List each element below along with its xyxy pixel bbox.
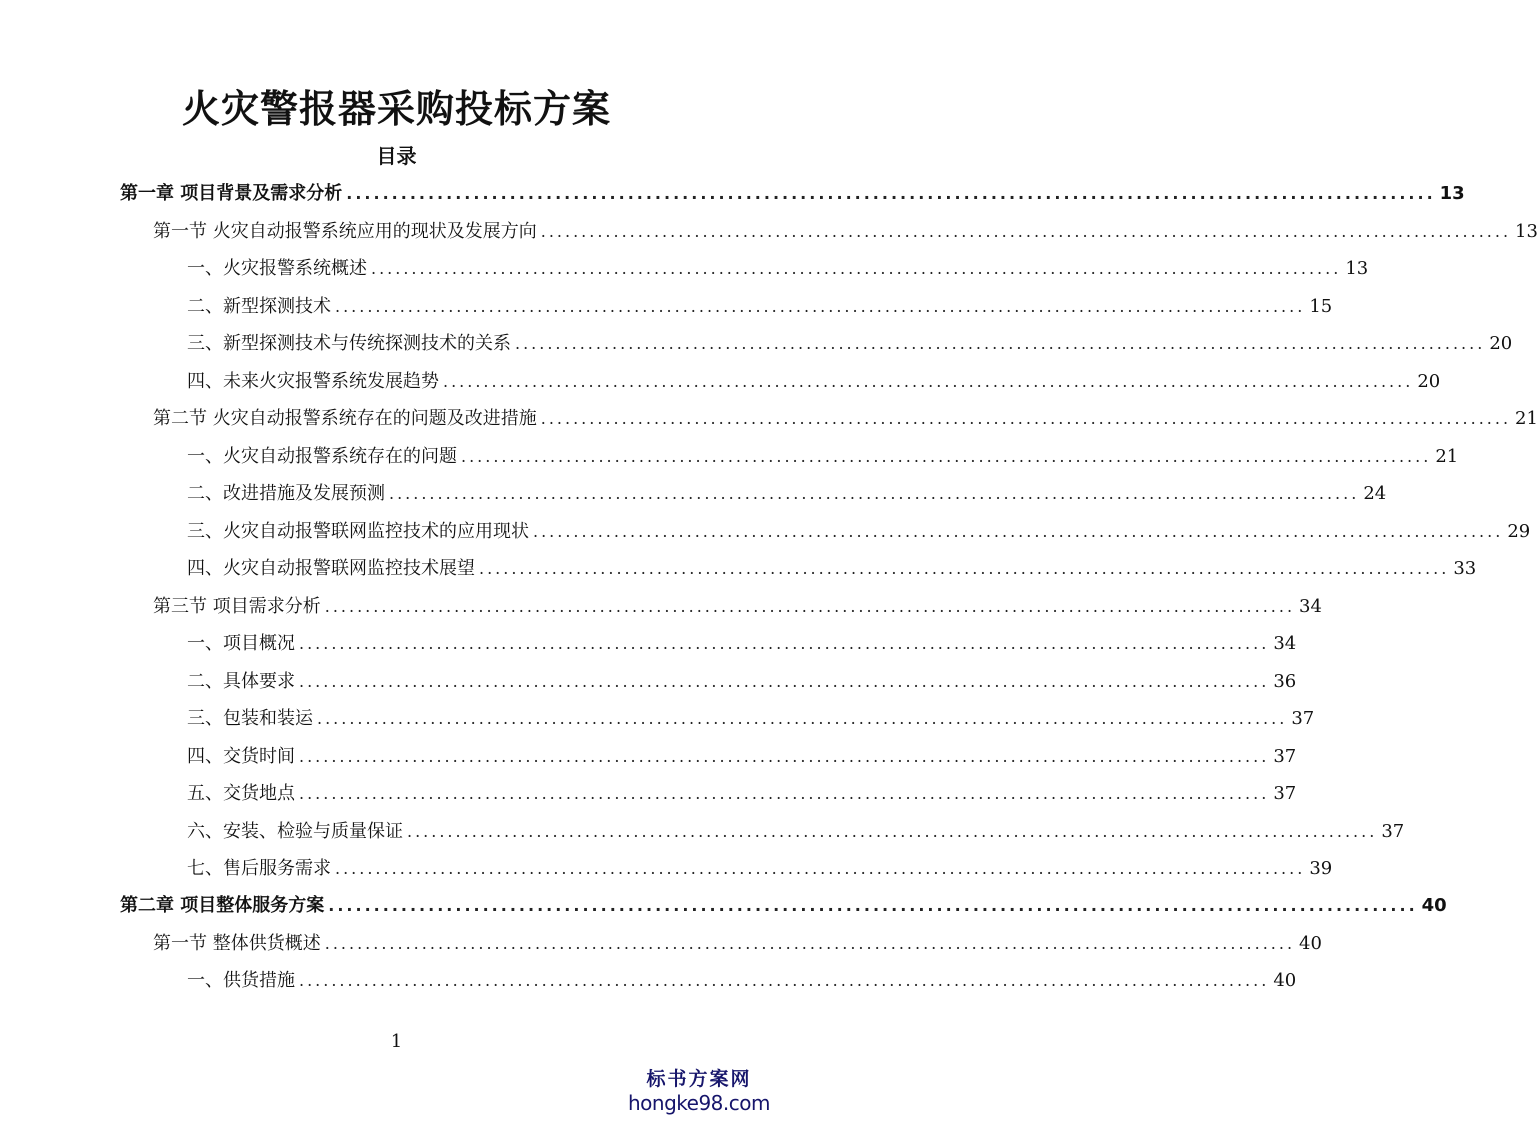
toc-entry[interactable] [153,214,1538,244]
toc-entry-label: 三、包装和装运 [187,708,313,729]
toc-leader-dots: ........................................................................................................................ [335,859,1306,878]
toc-entry-label: 一、火灾报警系统概述 [187,258,367,279]
toc-entry-page: 15 [1309,296,1333,317]
page-number: 1 [390,1031,403,1052]
toc-entry[interactable] [187,476,1387,506]
toc-entry[interactable] [187,814,1405,844]
toc-entry[interactable] [187,963,1297,993]
toc-leader-dots: ........................................................................................................................ [371,259,1342,278]
toc-entry-label: 四、交货时间 [187,746,295,767]
toc-entry-page: 13 [1515,221,1538,242]
toc-entry-label: 三、新型探测技术与传统探测技术的关系 [187,333,511,354]
toc-entry[interactable] [187,326,1513,356]
toc-entry[interactable] [187,514,1531,544]
toc-entry-page: 21 [1515,408,1538,429]
toc-entry[interactable] [120,176,1465,206]
toc-entry-label: 四、火灾自动报警联网监控技术展望 [187,558,475,579]
toc-entry-page: 13 [1439,183,1465,204]
toc-entry-label: 一、项目概况 [187,633,295,654]
toc-entry[interactable] [187,289,1333,319]
toc-entry[interactable] [187,364,1441,394]
toc-entry[interactable] [187,251,1369,281]
toc-entry-label: 五、交货地点 [187,783,295,804]
toc-entry-page: 37 [1273,746,1297,767]
toc-leader-dots: ........................................................................................................................ [324,597,1296,616]
toc-entry-label: 三、火灾自动报警联网监控技术的应用现状 [187,521,529,542]
toc-entry-label: 第一节 火灾自动报警系统应用的现状及发展方向 [153,221,537,242]
toc-entry-label: 二、新型探测技术 [187,296,331,317]
toc-entry-page: 39 [1309,858,1333,879]
toc-entry[interactable] [153,926,1322,956]
toc-entry-label: 一、供货措施 [187,970,295,991]
toc-entry[interactable] [187,776,1297,806]
toc-entry[interactable] [187,851,1333,881]
toc-entry-label: 七、售后服务需求 [187,858,331,879]
toc-entry[interactable] [187,664,1297,694]
watermark-name: 标书方案网 [646,1068,752,1090]
toc-entry-label: 第二章 项目整体服务方案 [120,895,325,916]
toc-leader-dots: ........................................................................................................................ [346,184,1436,203]
toc-entry[interactable] [187,626,1297,656]
toc-entry-page: 40 [1299,933,1322,954]
toc-leader-dots: ........................................................................................................................ [533,522,1504,541]
toc-entry-page: 40 [1273,970,1297,991]
toc-leader-dots: ........................................................................................................................ [443,372,1414,391]
toc-leader-dots: ........................................................................................................................ [479,559,1450,578]
toc-leader-dots: ........................................................................................................................ [299,634,1270,653]
toc-leader-dots: ........................................................................................................................ [324,934,1296,953]
toc-entry[interactable] [153,589,1322,619]
toc-leader-dots: ........................................................................................................................ [299,672,1270,691]
toc-leader-dots: ........................................................................................................................ [299,784,1270,803]
toc-entry-page: 20 [1417,371,1441,392]
toc-entry-page: 33 [1453,558,1477,579]
toc-entry-page: 37 [1291,708,1315,729]
toc-entry-page: 34 [1273,633,1297,654]
toc-leader-dots: ........................................................................................................................ [540,409,1512,428]
toc-leader-dots: ........................................................................................................................ [407,822,1378,841]
watermark-url: hongke98.com [628,1091,770,1115]
toc-entry[interactable] [153,401,1538,431]
toc-entry[interactable] [187,551,1477,581]
toc-entry-page: 13 [1345,258,1369,279]
toc-entry[interactable] [120,888,1447,918]
toc-leader-dots: ........................................................................................................................ [335,297,1306,316]
toc-entry-label: 第三节 项目需求分析 [153,596,321,617]
toc-entry[interactable] [187,439,1459,469]
toc-entry-page: 40 [1421,895,1447,916]
toc-entry-page: 20 [1489,333,1513,354]
toc-leader-dots: ........................................................................................................................ [515,334,1486,353]
toc-leader-dots: ........................................................................................................................ [317,709,1288,728]
toc-heading: 目录 [376,144,417,168]
toc-leader-dots: ........................................................................................................................ [389,484,1360,503]
toc-leader-dots: ........................................................................................................................ [299,747,1270,766]
toc-entry-page: 37 [1273,783,1297,804]
toc-entry[interactable] [187,701,1315,731]
toc-entry-page: 24 [1363,483,1387,504]
toc-entry-label: 第二节 火灾自动报警系统存在的问题及改进措施 [153,408,537,429]
toc-entry-page: 34 [1299,596,1322,617]
toc-leader-dots: ........................................................................................................................ [299,971,1270,990]
toc-entry-label: 第一节 整体供货概述 [153,933,321,954]
toc-entry-page: 21 [1435,446,1459,467]
toc-entry[interactable] [187,739,1297,769]
toc-entry-label: 六、安装、检验与质量保证 [187,821,403,842]
toc-leader-dots: ........................................................................................................................ [461,447,1432,466]
toc-entry-label: 一、火灾自动报警系统存在的问题 [187,446,457,467]
toc-entry-label: 四、未来火灾报警系统发展趋势 [187,371,439,392]
site-watermark [619,1068,779,1116]
document-title: 火灾警报器采购投标方案 [181,87,611,131]
toc-entry-label: 第一章 项目背景及需求分析 [120,183,343,204]
toc-entry-label: 二、改进措施及发展预测 [187,483,385,504]
toc-entry-page: 37 [1381,821,1405,842]
toc-entry-label: 二、具体要求 [187,671,295,692]
toc-leader-dots: ........................................................................................................................ [328,896,1418,915]
toc-leader-dots: ........................................................................................................................ [540,222,1512,241]
toc-entry-page: 29 [1507,521,1531,542]
toc-entry-page: 36 [1273,671,1297,692]
